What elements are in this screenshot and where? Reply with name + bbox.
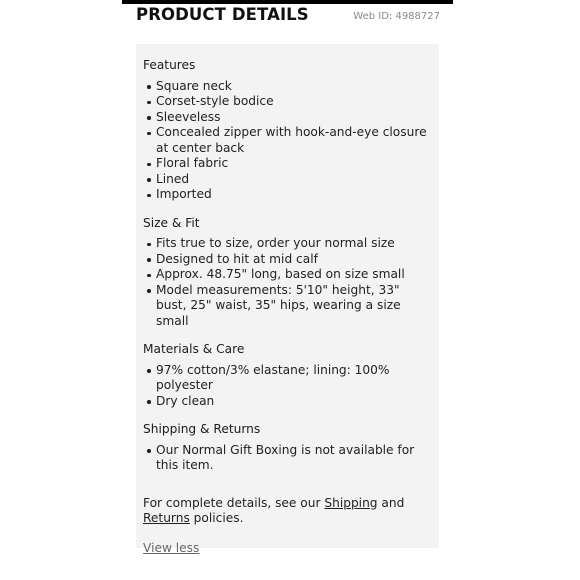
view-less-link[interactable]: View less bbox=[143, 540, 200, 555]
section-title: Size & Fit bbox=[143, 215, 200, 230]
section-shipping-returns bbox=[143, 422, 433, 474]
section-title: Features bbox=[143, 58, 196, 72]
page-title: PRODUCT DETAILS bbox=[136, 5, 309, 24]
policies-note bbox=[143, 496, 433, 527]
list-item: Floral fabric bbox=[143, 156, 433, 172]
policies-note-suffix: policies. bbox=[189, 511, 244, 525]
policies-note-prefix: For complete details, see our bbox=[143, 495, 325, 510]
web-id-label: Web ID: 4988727 bbox=[353, 11, 440, 22]
section-title: Materials & Care bbox=[143, 342, 245, 356]
list-item: Our Normal Gift Boxing is not available for this item. bbox=[143, 443, 433, 474]
size-fit-list bbox=[143, 236, 433, 329]
list-item: Lined bbox=[143, 172, 433, 188]
list-item: Corset-style bodice bbox=[143, 94, 433, 110]
features-list bbox=[143, 79, 433, 203]
top-divider-bar bbox=[122, 0, 453, 4]
list-item: Approx. 48.75" long, based on size small bbox=[143, 267, 433, 283]
list-item: 97% cotton/3% elastane; lining: 100% polyester bbox=[143, 363, 433, 394]
list-item: Imported bbox=[143, 187, 433, 203]
section-features bbox=[143, 58, 433, 203]
list-item: Square neck bbox=[143, 79, 433, 95]
shipping-returns-list bbox=[143, 443, 433, 474]
returns-policy-link[interactable]: Returns bbox=[143, 511, 190, 525]
list-item: Model measurements: 5'10" height, 33" bust, 25" waist, 35" hips, wearing a size small bbox=[143, 283, 433, 330]
list-item: Fits true to size, order your normal size bbox=[143, 236, 433, 252]
policies-note-middle: and bbox=[377, 495, 405, 510]
list-item: Sleeveless bbox=[143, 110, 433, 126]
details-panel bbox=[136, 44, 439, 555]
details-content bbox=[143, 58, 433, 556]
section-size-fit bbox=[143, 216, 433, 330]
list-item: Concealed zipper with hook-and-eye closure at center back bbox=[143, 125, 433, 156]
product-details-header bbox=[136, 5, 440, 29]
section-title: Shipping & Returns bbox=[143, 422, 261, 436]
list-item: Dry clean bbox=[143, 394, 433, 410]
section-materials-care bbox=[143, 342, 433, 409]
list-item: Designed to hit at mid calf bbox=[143, 252, 433, 268]
materials-care-list bbox=[143, 363, 433, 410]
shipping-policy-link[interactable]: Shipping bbox=[324, 495, 378, 510]
